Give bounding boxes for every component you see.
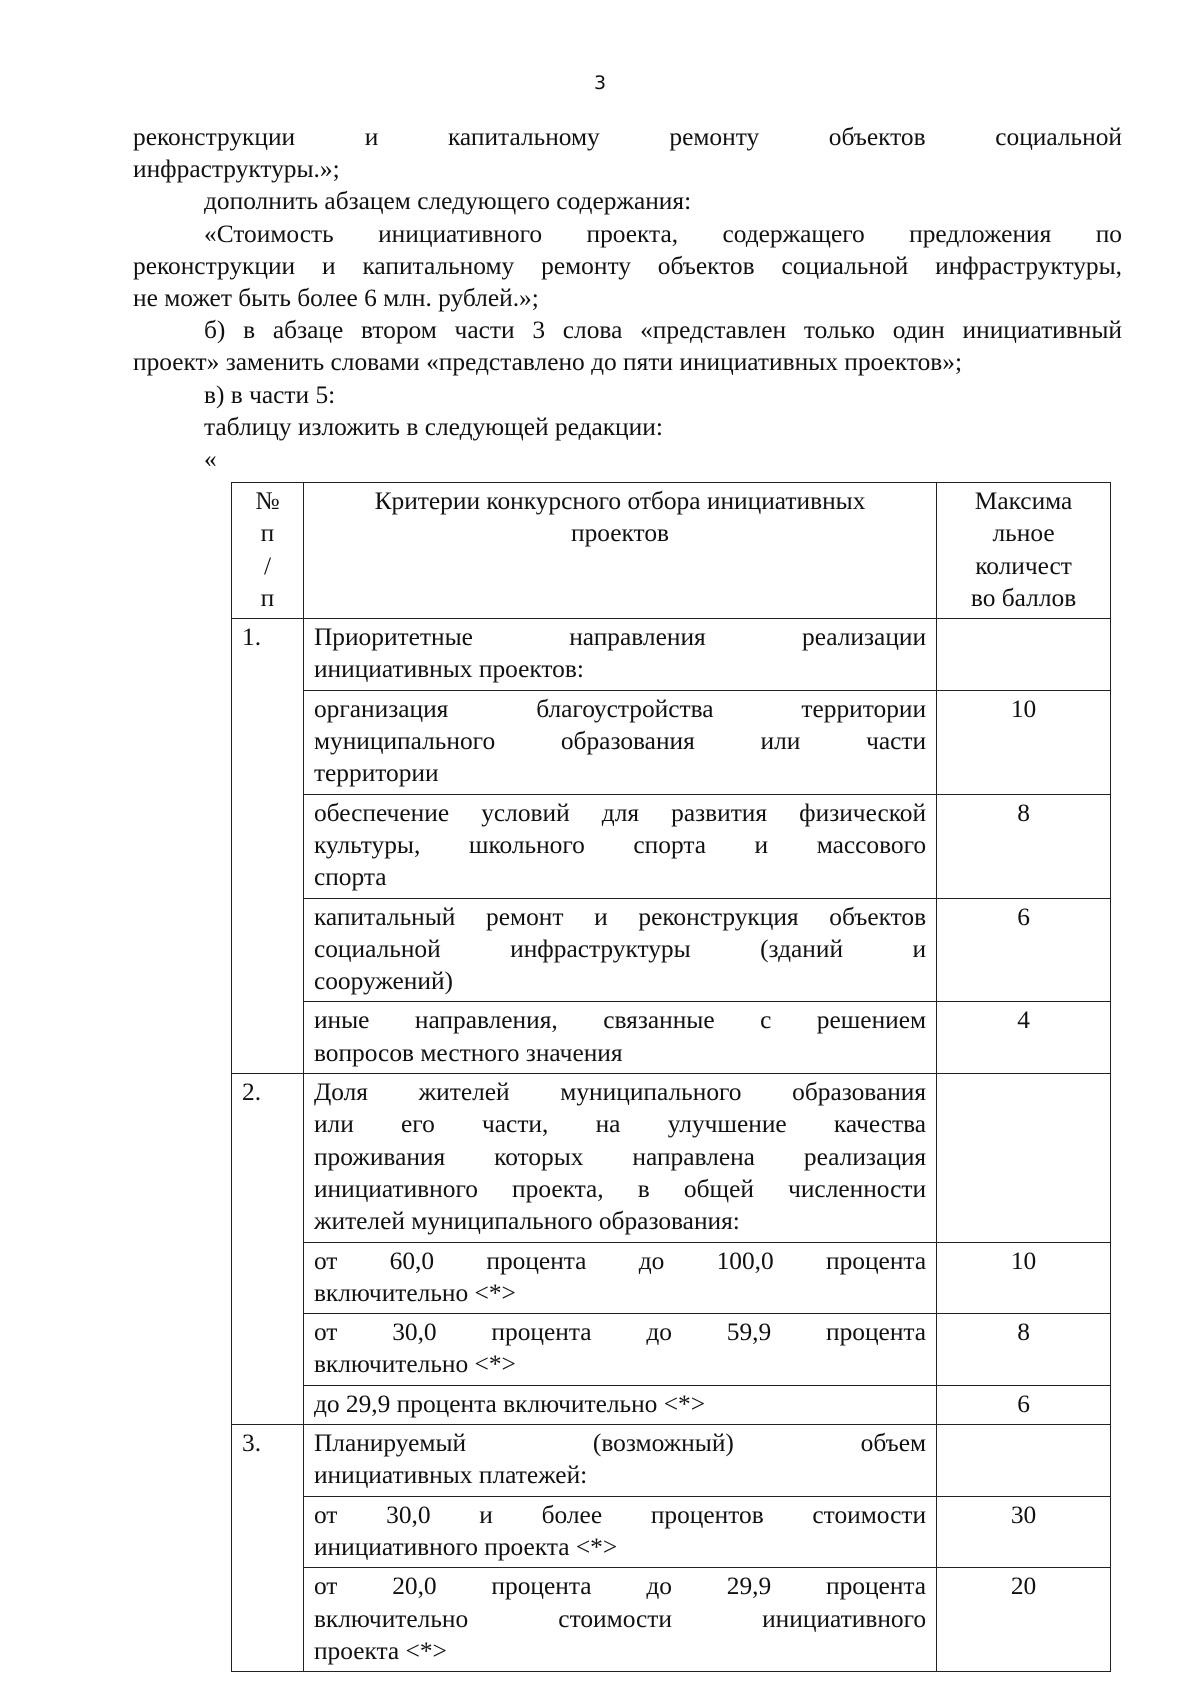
- header-criteria-cell: [303, 483, 936, 619]
- criterion-line: включительно <*>: [313, 1278, 516, 1307]
- criterion-line: Доля жителей муниципального образования: [313, 1078, 927, 1107]
- paragraph-2: дополнить абзацем следующего содержания:: [204, 187, 692, 216]
- paragraph-6: таблицу изложить в следующей редакции:: [204, 412, 663, 441]
- header-points-line: льное: [992, 519, 1055, 548]
- criterion-line: инициативных платежей:: [313, 1461, 588, 1490]
- criterion-cell: [303, 1568, 936, 1672]
- criterion-cell: [303, 1385, 936, 1424]
- header-points-cell: [937, 483, 1111, 619]
- criterion-cell: [303, 794, 936, 898]
- points-cell: 20: [937, 1568, 1111, 1672]
- table-header-row: [232, 483, 1111, 619]
- row-number-cell: [232, 1002, 304, 1074]
- header-number-line: п: [260, 519, 275, 548]
- criterion-line: до 29,9 процента включительно <*>: [313, 1389, 706, 1418]
- criteria-table-body: [232, 619, 1111, 1672]
- criterion-line: социальной инфраструктуры (зданий и: [313, 934, 927, 963]
- criterion-line: проекта <*>: [313, 1636, 447, 1665]
- criterion-line: от 20,0 процента до 29,9 процента: [313, 1572, 927, 1601]
- points-cell: [937, 1425, 1111, 1497]
- table-row: [232, 898, 1111, 1002]
- criterion-line: капитальный ремонт и реконструкция объектов: [313, 902, 927, 931]
- criterion-line: вопросов местного значения: [313, 1038, 623, 1067]
- row-number-cell: 1.: [232, 619, 304, 691]
- row-number-cell: [232, 690, 304, 794]
- paragraph-3: [133, 218, 1122, 315]
- criterion-line: территории: [313, 759, 439, 788]
- row-number-cell: 2.: [232, 1074, 304, 1242]
- criterion-line: организация благоустройства территории: [313, 694, 927, 723]
- points-cell: 10: [937, 1242, 1111, 1314]
- criterion-cell: [303, 898, 936, 1002]
- criterion-cell: [303, 1496, 936, 1568]
- row-number-cell: [232, 794, 304, 898]
- criterion-cell: [303, 1074, 936, 1242]
- paragraph-line: реконструкции и капитальному ремонту объектов социальной инфраструктуры,: [133, 251, 1122, 280]
- criterion-line: от 30,0 процента до 59,9 процента: [313, 1318, 927, 1347]
- criterion-line: или его части, на улучшение качества: [313, 1110, 927, 1139]
- points-cell: 6: [937, 898, 1111, 1002]
- criterion-line: инициативных проектов:: [313, 655, 584, 684]
- paragraph-4: [133, 314, 1122, 378]
- points-cell: [937, 1074, 1111, 1242]
- criterion-line: сооружений): [313, 967, 454, 996]
- header-criteria-line: Критерии конкурсного отбора инициативных: [374, 487, 866, 515]
- criterion-line: Планируемый (возможный) объем: [313, 1429, 927, 1458]
- paragraph-line: не может быть более 6 млн. рублей.»;: [133, 284, 539, 313]
- paragraph-1: [133, 121, 1122, 185]
- body-text: [133, 121, 1122, 475]
- points-cell: [937, 619, 1111, 691]
- criterion-line: включительно стоимости инициативного: [313, 1604, 927, 1633]
- points-cell: 4: [937, 1002, 1111, 1074]
- header-criteria-line: проектов: [571, 519, 670, 548]
- row-number-cell: [232, 1496, 304, 1568]
- paragraph-line: инфраструктуры.»;: [133, 155, 340, 184]
- header-points-line: во баллов: [970, 583, 1077, 612]
- row-number-cell: 3.: [232, 1425, 304, 1497]
- criterion-cell: [303, 619, 936, 691]
- criterion-line: иные направления, связанные с решением: [313, 1006, 927, 1035]
- criterion-cell: [303, 1002, 936, 1074]
- table-row: [232, 1425, 1111, 1497]
- header-number-line: п: [260, 583, 275, 612]
- row-number-cell: [232, 1568, 304, 1672]
- criterion-cell: [303, 1314, 936, 1386]
- criterion-cell: [303, 1425, 936, 1497]
- table-row: [232, 1496, 1111, 1568]
- paragraph-line: реконструкции и капитальному ремонту объектов социальной: [133, 123, 1122, 151]
- table-row: [232, 1242, 1111, 1314]
- criterion-line: инициативного проекта <*>: [313, 1532, 618, 1561]
- criterion-line: включительно <*>: [313, 1350, 516, 1379]
- criterion-line: жителей муниципального образования:: [313, 1207, 740, 1236]
- points-cell: 8: [937, 794, 1111, 898]
- table-row: [232, 1074, 1111, 1242]
- header-points-line: количест: [975, 551, 1072, 580]
- criterion-line: спорта: [313, 863, 387, 892]
- table-row: [232, 1314, 1111, 1386]
- criterion-cell: [303, 1242, 936, 1314]
- criterion-line: инициативного проекта, в общей численности: [313, 1174, 927, 1203]
- header-points-line: Максима: [974, 487, 1073, 515]
- paragraph-5: в) в части 5:: [204, 380, 336, 409]
- row-number-cell: [232, 1242, 304, 1314]
- criteria-table: [231, 482, 1111, 1672]
- criterion-line: обеспечение условий для развития физической: [313, 798, 927, 827]
- paragraph-line: б) в абзаце втором части 3 слова «представлен только один инициативный: [204, 316, 1122, 345]
- table-row: [232, 794, 1111, 898]
- points-cell: 6: [937, 1385, 1111, 1424]
- criterion-cell: [303, 690, 936, 794]
- row-number-cell: [232, 1385, 304, 1424]
- header-number-line: №: [255, 487, 280, 515]
- table-row: [232, 690, 1111, 794]
- criterion-line: муниципального образования или части: [313, 727, 927, 756]
- header-number-cell: [232, 483, 304, 619]
- page-number: 3: [593, 72, 607, 94]
- header-number-line: /: [263, 551, 271, 580]
- criterion-line: от 60,0 процента до 100,0 процента: [313, 1246, 927, 1275]
- criterion-line: Приоритетные направления реализации: [313, 623, 927, 652]
- opening-quote: «: [204, 445, 217, 474]
- table-row: [232, 1568, 1111, 1672]
- criterion-line: проживания которых направлена реализация: [313, 1142, 927, 1171]
- row-number-cell: [232, 1314, 304, 1386]
- points-cell: 30: [937, 1496, 1111, 1568]
- criterion-line: культуры, школьного спорта и массового: [313, 830, 927, 859]
- table-row: [232, 1385, 1111, 1424]
- paragraph-line: проект» заменить словами «представлено до пяти инициативных проектов»;: [133, 348, 963, 377]
- paragraph-line: «Стоимость инициативного проекта, содержащего предложения по: [204, 219, 1122, 248]
- points-cell: 10: [937, 690, 1111, 794]
- row-number-cell: [232, 898, 304, 1002]
- table-row: [232, 619, 1111, 691]
- points-cell: 8: [937, 1314, 1111, 1386]
- table-row: [232, 1002, 1111, 1074]
- criterion-line: от 30,0 и более процентов стоимости: [313, 1500, 927, 1529]
